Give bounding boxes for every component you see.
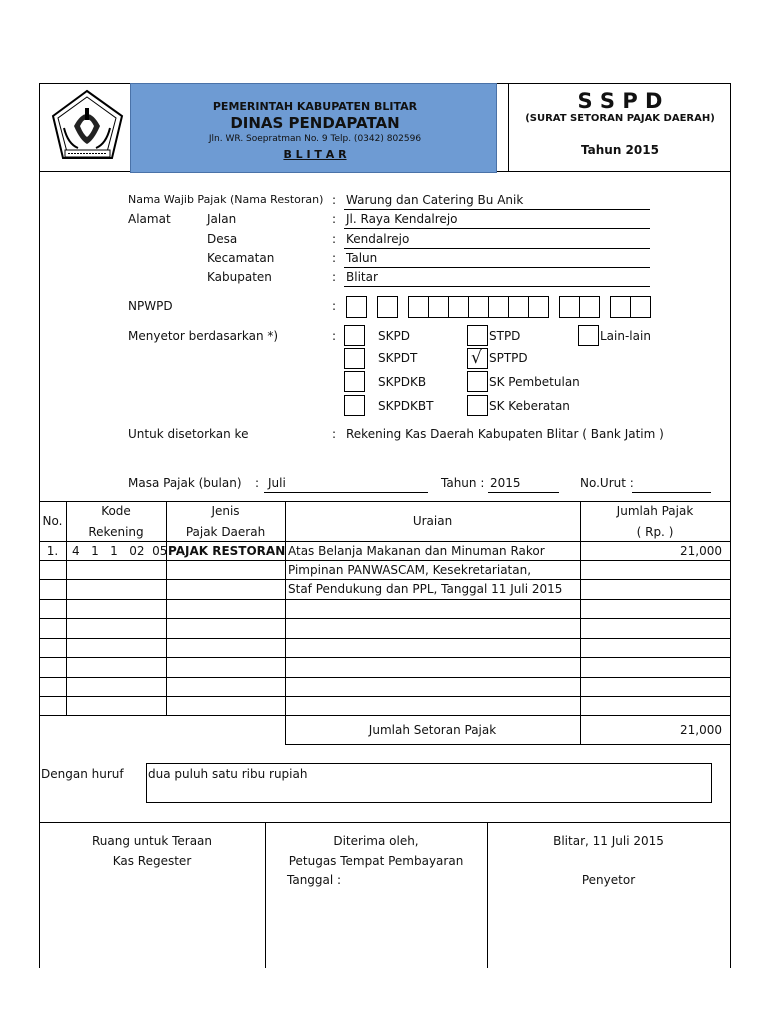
total-value: 21,000 (680, 723, 722, 737)
checkbox-stpd[interactable] (467, 325, 488, 346)
footer-diterima-2: Petugas Tempat Pembayaran (288, 854, 464, 868)
npwpd-cell[interactable] (630, 296, 651, 318)
tahun-underline (488, 492, 559, 493)
check-mark-icon: √ (471, 348, 482, 368)
footer-penyetor: Penyetor (581, 873, 636, 887)
name-label: Nama Wajib Pajak (Nama Restoran) (128, 193, 324, 206)
tujuan-value: Rekening Kas Daerah Kabupaten Blitar ( Bank Jatim ) (346, 427, 664, 441)
footer-diterima-1: Diterima oleh, (333, 834, 419, 848)
desa-label: Desa (207, 232, 238, 246)
option-sptpd: SPTPD (489, 351, 528, 365)
tujuan-label: Untuk disetorkan ke (128, 427, 249, 441)
row-uraian-1: Atas Belanja Makanan dan Minuman Rakor (288, 544, 545, 558)
footer-teraan-2: Kas Regester (112, 854, 192, 868)
footer-teraan-1: Ruang untuk Teraan (92, 834, 212, 848)
checkbox-skpd[interactable] (344, 325, 365, 346)
desa-value[interactable]: Kendalrejo (346, 232, 410, 246)
header-kode-1: Kode (101, 504, 131, 518)
kabupaten-underline (344, 286, 650, 287)
footer-top (39, 822, 731, 823)
checkbox-sptpd[interactable] (467, 348, 488, 369)
option-stpd: STPD (489, 329, 521, 343)
row-uraian-3: Staf Pendukung dan PPL, Tanggal 11 Juli 2015 (288, 582, 563, 596)
col-line-jenis (285, 501, 286, 744)
row-uraian-2: Pimpinan PANWASCAM, Kesekretariatan, (288, 563, 532, 577)
header-uraian: Uraian (412, 514, 453, 528)
alamat-label: Alamat (128, 212, 171, 226)
name-value[interactable]: Warung dan Catering Bu Anik (346, 193, 524, 207)
total-label: Jumlah Setoran Pajak (368, 723, 497, 737)
row-amount: 21,000 (680, 544, 722, 558)
table-row-line (39, 579, 731, 580)
option-skpd: SKPD (378, 329, 410, 343)
kecamatan-colon: : (332, 251, 337, 265)
dept-address: Jln. WR. Soepratman No. 9 Telp. (0342) 802596 (208, 134, 422, 144)
header-jenis-1: Jenis (211, 504, 240, 518)
kabupaten-colon: : (332, 270, 337, 284)
table-row-line (39, 657, 731, 658)
checkbox-skpdt[interactable] (344, 348, 365, 369)
masa-value[interactable]: Juli (268, 476, 286, 490)
menyetor-colon: : (332, 329, 337, 343)
header-kode-2: Rekening (88, 525, 144, 539)
npwpd-cell[interactable] (559, 296, 580, 318)
form-code-sub: (SURAT SETORAN PAJAK DAERAH) (525, 113, 715, 124)
tahun-label: Tahun : (441, 476, 485, 490)
masa-colon: : (255, 476, 260, 490)
kecamatan-value[interactable]: Talun (346, 251, 378, 265)
npwpd-cell[interactable] (468, 296, 489, 318)
jalan-value[interactable]: Jl. Raya Kendalrejo (346, 212, 458, 226)
dept-name: DINAS PENDAPATAN (230, 114, 400, 132)
menyetor-label: Menyetor berdasarkan *) (128, 329, 279, 343)
option-lain-lain: Lain-lain (600, 329, 651, 343)
jalan-label: Jalan (207, 212, 237, 226)
table-row-line (39, 638, 731, 639)
total-row-bottom (285, 744, 731, 745)
row-kode: 4 1 1 02 05 (72, 544, 168, 558)
desa-underline (344, 248, 650, 249)
table-top (39, 501, 731, 502)
option-sk-keberatan: SK Keberatan (489, 399, 570, 413)
footer-place-date: Blitar, 11 Juli 2015 (553, 834, 664, 848)
logo-emblem-icon (50, 88, 125, 166)
kabupaten-label: Kabupaten (207, 270, 272, 284)
option-skpdt: SKPDT (378, 351, 418, 365)
option-skpdkb: SKPDKB (378, 375, 427, 389)
npwpd-cell[interactable] (528, 296, 549, 318)
form-code: S S P D (577, 89, 663, 113)
gov-name: PEMERINTAH KABUPATEN BLITAR (212, 100, 418, 113)
npwpd-cell[interactable] (610, 296, 631, 318)
form-year: Tahun 2015 (581, 143, 659, 157)
kecamatan-underline (344, 267, 650, 268)
npwpd-cell[interactable] (428, 296, 449, 318)
name-underline (344, 209, 650, 210)
name-colon: : (332, 193, 337, 207)
urut-label: No.Urut : (580, 476, 634, 490)
npwpd-colon: : (332, 299, 337, 313)
header-no: No. (42, 514, 63, 528)
table-row-line (39, 599, 731, 600)
header-jenis-2: Pajak Daerah (185, 525, 266, 539)
checkbox-skpdkb[interactable] (344, 371, 365, 392)
table-row-line (39, 560, 731, 561)
dept-city: B L I T A R (283, 148, 347, 161)
npwpd-cell[interactable] (488, 296, 509, 318)
npwpd-cell[interactable] (448, 296, 469, 318)
option-skpdkbt: SKPDKBT (378, 399, 434, 413)
header-jumlah-2: ( Rp. ) (636, 525, 674, 539)
kabupaten-value[interactable]: Blitar (346, 270, 378, 284)
option-sk-pembetulan: SK Pembetulan (489, 375, 580, 389)
checkbox-sk-pembetulan[interactable] (467, 371, 488, 392)
masa-label: Masa Pajak (bulan) (128, 476, 242, 490)
desa-colon: : (332, 232, 337, 246)
frame-right (730, 83, 731, 968)
npwpd-cell[interactable] (377, 296, 398, 318)
npwpd-cell[interactable] (579, 296, 600, 318)
footer-tanggal: Tanggal : (287, 873, 342, 887)
row-no: 1. (46, 544, 59, 558)
checkbox-skpdkbt[interactable] (344, 395, 365, 416)
table-row-line (39, 541, 731, 542)
terbilang-label: Dengan huruf (41, 767, 124, 781)
npwpd-cell[interactable] (346, 296, 367, 318)
masa-underline (264, 492, 428, 493)
table-row-line (39, 696, 731, 697)
terbilang-value: dua puluh satu ribu rupiah (148, 767, 308, 781)
table-row-line (39, 715, 731, 716)
jalan-colon: : (332, 212, 337, 226)
kecamatan-label: Kecamatan (207, 251, 275, 265)
urut-underline[interactable] (632, 492, 711, 493)
tujuan-colon: : (332, 427, 337, 441)
checkbox-sk-keberatan[interactable] (467, 395, 488, 416)
header-jumlah-1: Jumlah Pajak (616, 504, 694, 518)
table-row-line (39, 618, 731, 619)
header-divider-2 (508, 83, 509, 171)
npwpd-cell[interactable] (508, 296, 529, 318)
checkbox-lain-lain[interactable] (578, 325, 599, 346)
row-jenis: PAJAK RESTORAN (168, 544, 286, 558)
npwpd-cell[interactable] (408, 296, 429, 318)
table-row-line (39, 677, 731, 678)
npwpd-label: NPWPD (128, 299, 173, 313)
tahun-value[interactable]: 2015 (490, 476, 521, 490)
jalan-underline (344, 228, 650, 229)
